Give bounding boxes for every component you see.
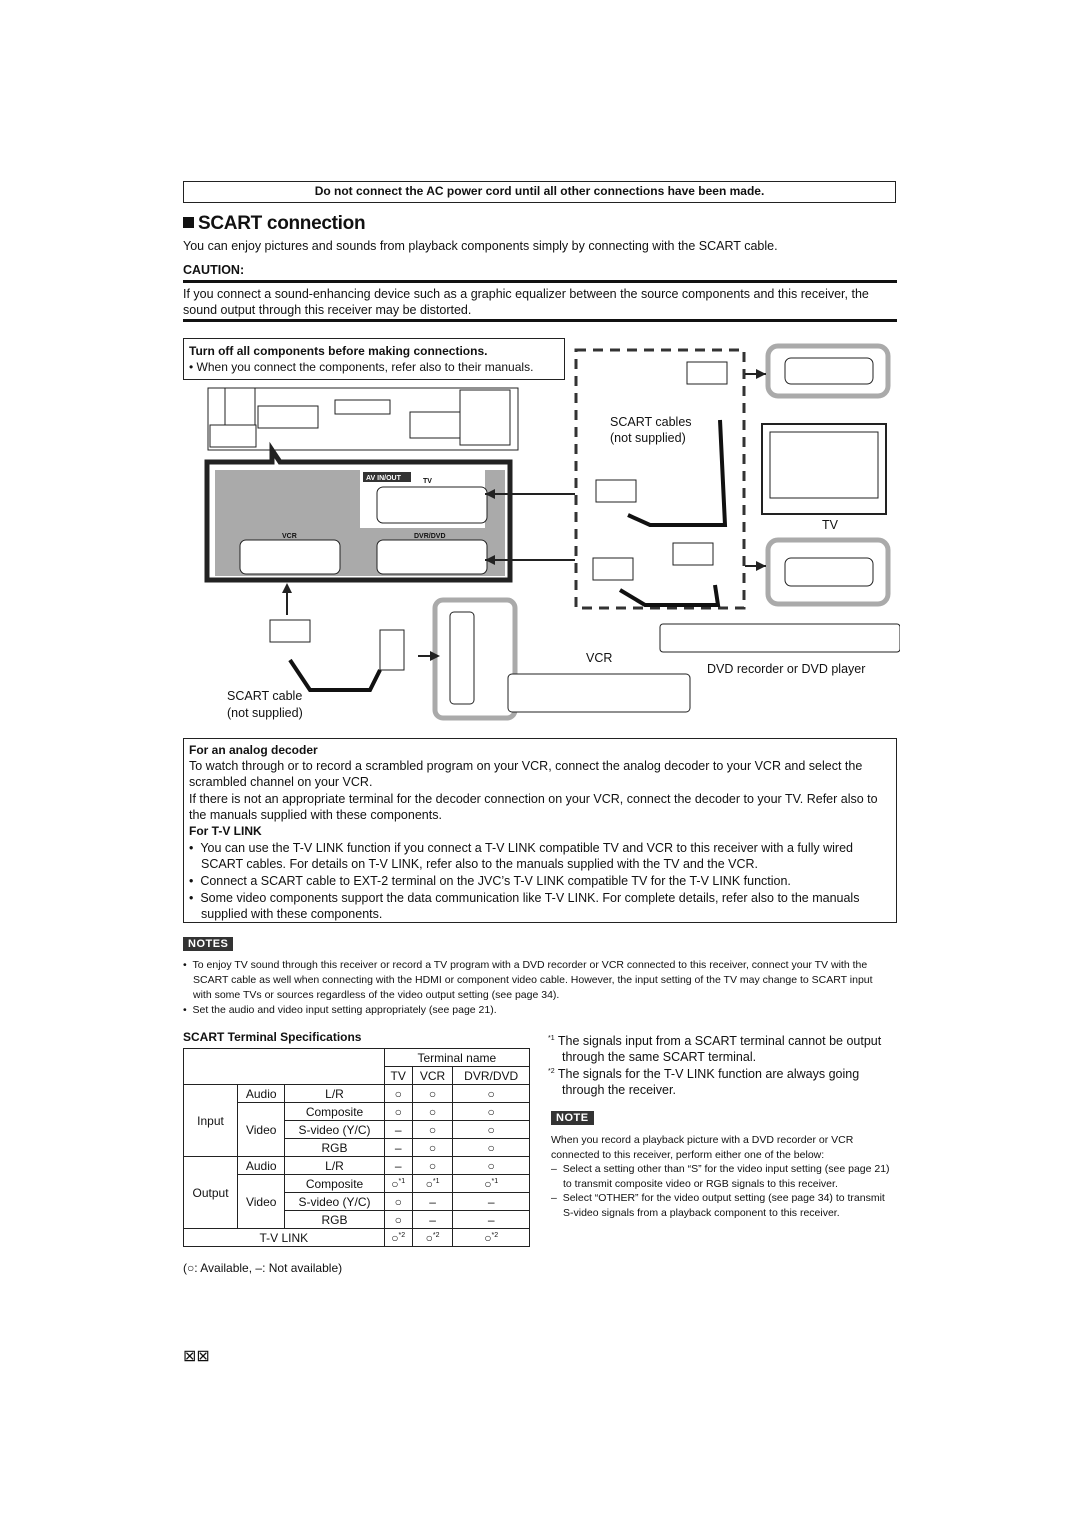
note-item-2: • Set the audio and video input setting appropriately (see page 21). xyxy=(183,1004,497,1016)
section-title-text: SCART connection xyxy=(198,213,366,234)
page-number: ⊠⊠ xyxy=(183,1348,210,1365)
connection-bullet-text: When you connect the components, refer also to their manuals. xyxy=(196,360,534,374)
bullet-square-icon xyxy=(183,217,194,228)
note-item-1: • To enjoy TV sound through this receiver or record a TV program with a DVD recorder or VCR connected to this receiver, connect your TV with the SCART cable as well when connecting with the HDMI or component video cable. However, the input setting of the TV may change to SCART input with some TVs or sources regardless of the video output setting (see page 34). xyxy=(183,959,873,1001)
th-tv: TV xyxy=(384,1067,412,1085)
note-intro: When you record a playback picture with a DVD recorder or VCR connected to this receiver, perform either one of the below: xyxy=(551,1134,854,1161)
section-title xyxy=(183,213,365,235)
connection-heading: Turn off all components before making connections. xyxy=(189,344,488,358)
spec-table: Terminal name TV VCR DVR/DVD Input Audio L/R ○ ○ ○ Video Composite ○ ○ ○ S-video (Y/C) – ○ ○ RGB – ○ ○ Output Audio L/R – ○ ○ Video Composite ○$^{*1}$ ○$^{*1}$ ○$^{*1}$ S-video (Y/C) ○ – – RGB ○ – – T-V LINK ○$^{*2}$ ○$^{*2}$ ○$^{*2}$ xyxy=(183,1048,530,1247)
spec-table-title: SCART Terminal Specifications xyxy=(183,1030,362,1044)
label-vcr: VCR xyxy=(586,651,613,665)
tvlink-heading: For T-V LINK xyxy=(189,824,262,838)
spec-legend: (○: Available, –: Not available) xyxy=(183,1261,343,1275)
note-tag: NOTE xyxy=(551,1111,594,1125)
connection-bullet: • When you connect the components, refer also to their manuals. xyxy=(189,360,534,374)
caution-rule-bottom xyxy=(183,319,897,322)
footnote-2: $^{*2}$ The signals for the T-V LINK function are always going through the receiver. xyxy=(548,1067,860,1098)
power-warning-banner: Do not connect the AC power cord until all other connections have been made. xyxy=(183,181,896,203)
label-scart-cable: SCART cable xyxy=(227,689,303,703)
label-scart-cables: SCART cables xyxy=(610,415,692,429)
analog-decoder-p2: If there is not an appropriate terminal for the decoder connection on your VCR, connect the decoder to your TV. Refer also to the manuals supplied with these components. xyxy=(189,792,878,822)
caution-heading: CAUTION: xyxy=(183,263,245,277)
th-vcr: VCR xyxy=(412,1067,453,1085)
notes-tag: NOTES xyxy=(183,937,233,951)
tvlink-bullet-1: • You can use the T-V LINK function if you connect a T-V LINK compatible TV and VCR to this receiver with a fully wired SCART cables. For details on T-V LINK, refer also to the manuals supplied with the TV and the VCR. xyxy=(189,841,853,871)
receiver-rear-panel xyxy=(208,388,518,450)
label-tv: TV xyxy=(822,518,838,532)
tvlink-bullet-3: • Some video components support the data communication like T-V LINK. For complete details, refer also to the manuals supplied with these components. xyxy=(189,891,860,921)
note-item-b: – Select “OTHER” for the video output setting (see page 34) to transmit S-video signals from a playback component to this receiver. xyxy=(551,1192,885,1219)
footnote-1: $^{*1}$ The signals input from a SCART terminal cannot be output through the same SCART terminal. xyxy=(548,1034,882,1065)
label-not-supplied-1: (not supplied) xyxy=(610,431,686,445)
label-dvr-port: DVR/DVD xyxy=(414,533,446,540)
row-output: Output xyxy=(184,1157,238,1229)
caution-text: If you connect a sound-enhancing device such as a graphic equalizer between the source components and this receiver, the sound output through this receiver may be distorted. xyxy=(183,287,869,317)
caution-rule-top xyxy=(183,280,897,283)
label-vcr-port: VCR xyxy=(282,533,297,540)
analog-decoder-heading: For an analog decoder xyxy=(189,743,318,757)
label-tv-port: TV xyxy=(423,478,432,485)
th-terminal-name: Terminal name xyxy=(384,1049,529,1067)
intro-text: You can enjoy pictures and sounds from playback components simply by connecting with the SCART cable. xyxy=(183,239,778,253)
row-input: Input xyxy=(184,1085,238,1157)
th-dvr: DVR/DVD xyxy=(453,1067,530,1085)
label-not-supplied-2: (not supplied) xyxy=(227,706,303,720)
tvlink-bullet-2: • Connect a SCART cable to EXT-2 terminal on the JVC’s T-V LINK compatible TV for the T-V LINK function. xyxy=(189,874,791,888)
note-item-a: – Select a setting other than “S” for the video input setting (see page 21) to transmit composite video or RGB signals to this receiver. xyxy=(551,1163,890,1190)
label-dvd: DVD recorder or DVD player xyxy=(707,662,866,676)
svg-text:AV IN/OUT: AV IN/OUT xyxy=(366,475,401,482)
analog-decoder-p1: To watch through or to record a scrambled program on your VCR, connect the analog decoder to your VCR and select the scrambled channel on your VCR. xyxy=(189,759,863,789)
